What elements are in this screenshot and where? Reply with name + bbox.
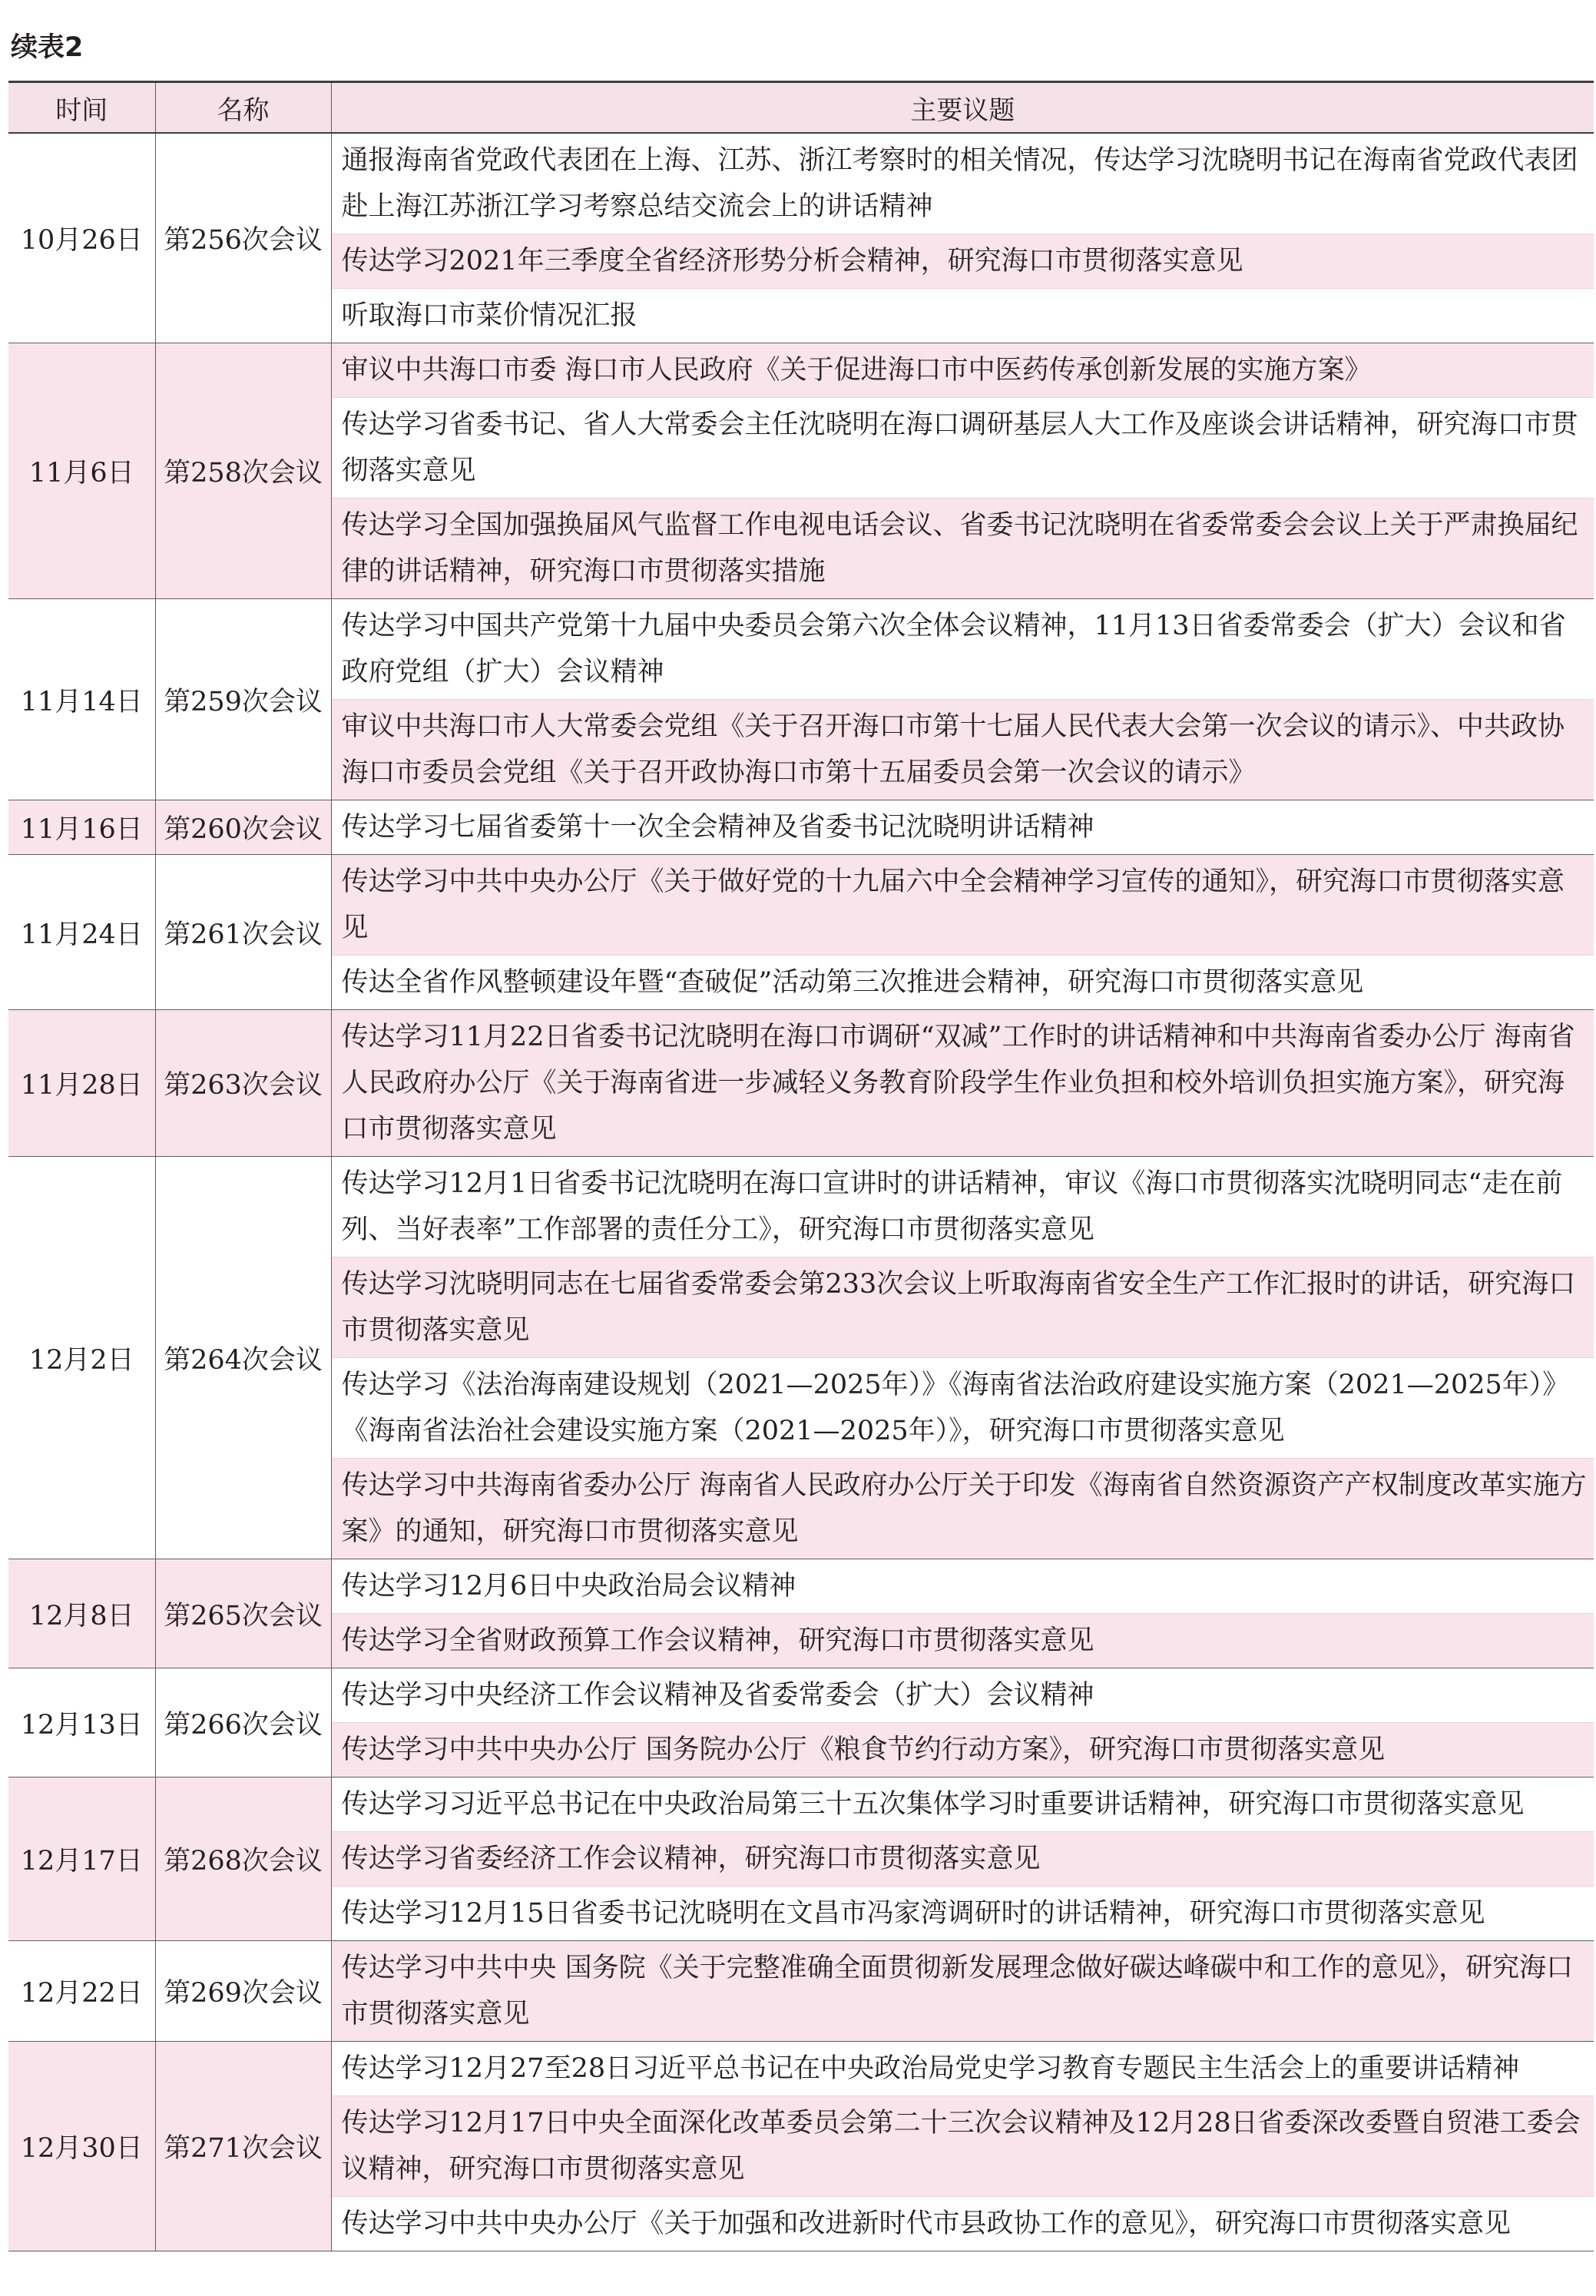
topic-item: 传达学习全省财政预算工作会议精神，研究海口市贯彻落实意见	[332, 1614, 1594, 1668]
meeting-topics	[331, 1777, 1594, 1941]
meeting-date: 11月24日	[8, 855, 155, 1010]
topic-item: 传达全省作风整顿建设年暨“查破促”活动第三次推进会精神，研究海口市贯彻落实意见	[341, 967, 1364, 998]
meeting-date: 11月16日	[8, 800, 155, 855]
meeting-topics	[331, 855, 1594, 1010]
table-row	[8, 1010, 1594, 1157]
table-row	[8, 800, 1594, 855]
topic-item: 传达学习中共中央办公厅 国务院办公厅《粮食节约行动方案》，研究海口市贯彻落实意见	[332, 1723, 1594, 1777]
topic-item: 传达学习习近平总书记在中央政治局第三十五次集体学习时重要讲话精神，研究海口市贯彻落实意见	[332, 1777, 1594, 1832]
table-row	[8, 343, 1594, 599]
meeting-date: 12月30日	[8, 2042, 155, 2251]
topic-item: 传达学习七届省委第十一次全会精神及省委书记沈晓明讲话精神	[341, 812, 1094, 843]
meeting-topics	[331, 2042, 1594, 2251]
meeting-date: 12月2日	[8, 1157, 155, 1559]
meeting-date: 12月17日	[8, 1777, 155, 1941]
meeting-topics	[331, 1157, 1594, 1559]
table-row	[8, 2042, 1594, 2251]
table-row	[8, 1941, 1594, 2042]
topic-item: 传达学习中央经济工作会议精神及省委常委会（扩大）会议精神	[332, 1668, 1594, 1723]
meeting-name: 第263次会议	[155, 1010, 331, 1157]
topic-item: 传达学习中共海南省委办公厅 海南省人民政府办公厅关于印发《海南省自然资源资产产权制度改革实施方案》的通知，研究海口市贯彻落实意见	[332, 1459, 1594, 1559]
topic-item: 传达学习2021年三季度全省经济形势分析会精神，研究海口市贯彻落实意见	[332, 234, 1594, 289]
meeting-date: 12月13日	[8, 1668, 155, 1777]
topic-item: 传达学习12月15日省委书记沈晓明在文昌市冯家湾调研时的讲话精神，研究海口市贯彻落实意见	[341, 1898, 1485, 1929]
meeting-topics	[331, 343, 1594, 599]
topic-item: 传达学习省委书记、省人大常委会主任沈晓明在海口调研基层人大工作及座谈会讲话精神，研究海口市贯彻落实意见	[332, 398, 1594, 499]
meeting-topics	[331, 133, 1594, 343]
meeting-name: 第256次会议	[155, 133, 331, 343]
table-row	[8, 599, 1594, 800]
topic-item: 传达学习12月1日省委书记沈晓明在海口宣讲时的讲话精神，审议《海口市贯彻落实沈晓明同志“走在前列、当好表率”工作部署的责任分工》，研究海口市贯彻落实意见	[332, 1157, 1594, 1257]
table-body	[8, 133, 1594, 2251]
meeting-name: 第264次会议	[155, 1157, 331, 1559]
meeting-name: 第266次会议	[155, 1668, 331, 1777]
topic-item: 通报海南省党政代表团在上海、江苏、浙江考察时的相关情况，传达学习沈晓明书记在海南省党政代表团赴上海江苏浙江学习考察总结交流会上的讲话精神	[332, 134, 1594, 234]
topic-item: 传达学习省委经济工作会议精神，研究海口市贯彻落实意见	[332, 1832, 1594, 1887]
meeting-name: 第271次会议	[155, 2042, 331, 2251]
topic-item: 传达学习中共中央办公厅《关于加强和改进新时代市县政协工作的意见》，研究海口市贯彻落实意见	[341, 2208, 1512, 2239]
table-row	[8, 1559, 1594, 1668]
meeting-topics	[331, 599, 1594, 800]
table-header-row	[8, 82, 1594, 134]
meeting-name: 第268次会议	[155, 1777, 331, 1941]
topic-item: 传达学习12月17日中央全面深化改革委员会第二十三次会议精神及12月28日省委深改委暨自贸港工委会议精神，研究海口市贯彻落实意见	[332, 2096, 1594, 2197]
topic-item: 审议中共海口市人大常委会党组《关于召开海口市第十七届人民代表大会第一次会议的请示》、中共政协海口市委员会党组《关于召开政协海口市第十五届委员会第一次会议的请示》	[332, 700, 1594, 800]
header-topics: 主要议题	[331, 82, 1594, 134]
topic-item: 传达学习12月6日中央政治局会议精神	[332, 1559, 1594, 1614]
header-name: 名称	[155, 82, 331, 134]
table-row	[8, 1668, 1594, 1777]
topic-item: 传达学习《法治海南建设规划（2021—2025年）》《海南省法治政府建设实施方案（2021—2025年）》《海南省法治社会建设实施方案（2021—2025年）》，研究海口市贯彻落实意见	[332, 1358, 1594, 1459]
meeting-topics	[331, 1010, 1594, 1157]
meetings-table	[8, 81, 1594, 2251]
meeting-date: 12月22日	[8, 1941, 155, 2042]
meeting-topics	[331, 800, 1594, 855]
meeting-topics	[331, 1668, 1594, 1777]
topic-item: 传达学习中共中央办公厅《关于做好党的十九届六中全会精神学习宣传的通知》，研究海口市贯彻落实意见	[332, 855, 1594, 956]
topic-item: 传达学习全国加强换届风气监督工作电视电话会议、省委书记沈晓明在省委常委会会议上关于严肃换届纪律的讲话精神，研究海口市贯彻落实措施	[332, 499, 1594, 598]
meeting-name: 第261次会议	[155, 855, 331, 1010]
table-row	[8, 133, 1594, 343]
topic-item: 传达学习12月27至28日习近平总书记在中央政治局党史学习教育专题民主生活会上的重要讲话精神	[332, 2042, 1594, 2096]
topic-item: 听取海口市菜价情况汇报	[341, 300, 637, 331]
meeting-name: 第259次会议	[155, 599, 331, 800]
meeting-date: 11月6日	[8, 343, 155, 599]
meeting-name: 第258次会议	[155, 343, 331, 599]
meeting-name: 第260次会议	[155, 800, 331, 855]
table-caption: 续表2	[11, 32, 84, 63]
table-row	[8, 1157, 1594, 1559]
topic-item: 传达学习中共中央 国务院《关于完整准确全面贯彻新发展理念做好碳达峰碳中和工作的意见》，研究海口市贯彻落实意见	[332, 1941, 1594, 2041]
table-row	[8, 1777, 1594, 1941]
meeting-name: 第265次会议	[155, 1559, 331, 1668]
topic-item: 传达学习11月22日省委书记沈晓明在海口市调研“双减”工作时的讲话精神和中共海南省委办公厅 海南省人民政府办公厅《关于海南省进一步减轻义务教育阶段学生作业负担和校外培训负担实施方案》，研究海口市贯彻落实意见	[332, 1010, 1594, 1156]
meeting-date: 10月26日	[8, 133, 155, 343]
meeting-name: 第269次会议	[155, 1941, 331, 2042]
meeting-date: 11月28日	[8, 1010, 155, 1157]
meeting-date: 11月14日	[8, 599, 155, 800]
meeting-topics	[331, 1941, 1594, 2042]
topic-item: 审议中共海口市委 海口市人民政府《关于促进海口市中医药传承创新发展的实施方案》	[332, 343, 1594, 398]
header-time: 时间	[8, 82, 155, 134]
meeting-date: 12月8日	[8, 1559, 155, 1668]
meeting-topics	[331, 1559, 1594, 1668]
topic-item: 传达学习中国共产党第十九届中央委员会第六次全体会议精神，11月13日省委常委会（扩大）会议和省政府党组（扩大）会议精神	[332, 599, 1594, 700]
topic-item: 传达学习沈晓明同志在七届省委常委会第233次会议上听取海南省安全生产工作汇报时的讲话，研究海口市贯彻落实意见	[332, 1257, 1594, 1358]
table-row	[8, 855, 1594, 1010]
